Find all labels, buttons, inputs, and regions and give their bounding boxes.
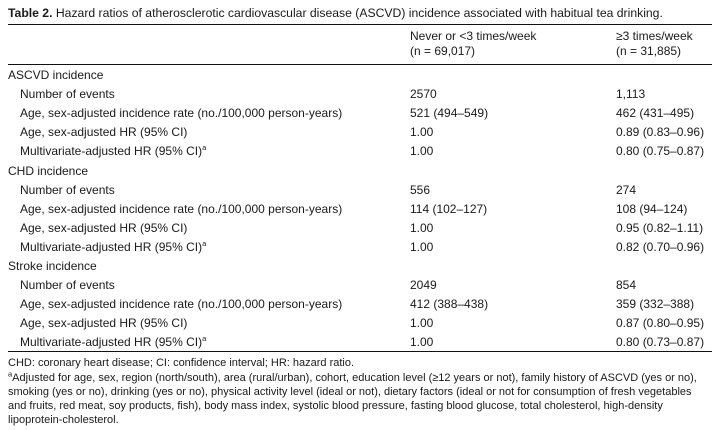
caption-label: Table 2. xyxy=(8,6,53,20)
cell-habitual: 0.87 (0.80–0.95) xyxy=(616,316,705,331)
row-label xyxy=(20,142,206,160)
cell-never: 412 (388–438) xyxy=(410,297,489,312)
table-row xyxy=(0,200,720,218)
footnote-adjustment-text: Adjusted for age, sex, region (north/south), area (rural/urban), cohort, education level (≥12 years or not), family history of ASCVD (yes or no), smoking (yes or no), drinking (yes or no), physical activity level (ideal or not), dietary factors (ideal or not for consumption of fresh vegetables and fruits, red meat, soy products, fish), body mass index, systolic blood pressure, fasting blood glucose, total cholesterol, high-density lipoprotein-cholesterol. xyxy=(8,372,697,426)
row-label xyxy=(20,85,115,103)
row-label-text: Age, sex-adjusted incidence rate (no./100,000 person-years) xyxy=(20,201,343,216)
cell-habitual: 1,113 xyxy=(616,87,646,102)
cell-never: 556 xyxy=(410,182,431,197)
row-label xyxy=(20,181,115,199)
row-label-text: Multivariate-adjusted HR (95% CI) xyxy=(20,239,203,254)
cell-never: 114 (102–127) xyxy=(410,201,488,216)
row-label-text: ASCVD incidence xyxy=(8,68,104,82)
column-header-habitual xyxy=(616,29,693,58)
row-label-text: Number of events xyxy=(20,87,115,102)
row-label-text: Multivariate-adjusted HR (95% CI) xyxy=(20,144,203,159)
table-caption xyxy=(8,6,712,21)
cell-never: 1.00 xyxy=(410,125,434,140)
cell-never: 1.00 xyxy=(410,144,434,159)
section-label xyxy=(8,162,88,180)
cell-habitual: 0.80 (0.73–0.87) xyxy=(616,335,705,350)
footnote-marker: a xyxy=(8,369,13,379)
table-row xyxy=(0,314,720,332)
caption-text: Hazard ratios of atherosclerotic cardiovascular disease (ASCVD) incidence associated with habitual tea drinking. xyxy=(55,6,663,20)
row-label xyxy=(20,333,206,351)
cell-never: 1.00 xyxy=(410,316,434,331)
section-row xyxy=(0,66,720,84)
column-header-never-line1: Never or <3 times/week xyxy=(410,29,537,43)
row-label-text: Number of events xyxy=(20,278,115,293)
footnote-adjustment xyxy=(8,371,712,427)
header-rule xyxy=(8,64,712,65)
cell-habitual: 359 (332–388) xyxy=(616,297,695,312)
column-header-never-line2: (n = 69,017) xyxy=(410,43,476,58)
row-label xyxy=(20,238,206,256)
row-label-text: Number of events xyxy=(20,182,115,197)
footnote-abbreviations: CHD: coronary heart disease; CI: confidence interval; HR: hazard ratio. xyxy=(8,357,355,369)
row-label-text: Multivariate-adjusted HR (95% CI) xyxy=(20,335,203,350)
table-row xyxy=(0,142,720,160)
row-label xyxy=(20,104,342,122)
table-row xyxy=(0,104,720,122)
table-row xyxy=(0,219,720,237)
row-label xyxy=(20,314,187,332)
cell-habitual: 0.95 (0.82–1.11) xyxy=(616,220,704,235)
row-label xyxy=(20,219,187,237)
table-row xyxy=(0,181,720,199)
footnote-ref: a xyxy=(202,143,207,153)
cell-habitual: 108 (94–124) xyxy=(616,201,688,216)
cell-never: 1.00 xyxy=(410,335,434,350)
row-label-text: CHD incidence xyxy=(8,163,89,178)
cell-habitual: 462 (431–495) xyxy=(616,106,695,121)
row-label-text: Age, sex-adjusted HR (95% CI) xyxy=(20,125,188,140)
table-row xyxy=(0,85,720,103)
section-row xyxy=(0,162,720,180)
bottom-rule xyxy=(8,351,712,352)
row-label xyxy=(20,295,342,313)
row-label xyxy=(20,276,115,294)
row-label xyxy=(20,200,342,218)
cell-habitual: 0.89 (0.83–0.96) xyxy=(616,125,705,140)
column-header-habitual-line2: (n = 31,885) xyxy=(616,43,682,58)
table-row xyxy=(0,333,720,351)
row-label-text: Age, sex-adjusted incidence rate (no./100,000 person-years) xyxy=(20,297,343,312)
section-label xyxy=(8,66,103,84)
cell-never: 1.00 xyxy=(410,239,434,254)
row-label-text: Stroke incidence xyxy=(8,259,97,273)
cell-never: 2049 xyxy=(410,278,437,293)
table-row xyxy=(0,123,720,141)
row-label-text: Age, sex-adjusted incidence rate (no./100,000 person-years) xyxy=(20,106,343,121)
cell-never: 521 (494–549) xyxy=(410,106,489,121)
cell-never: 2570 xyxy=(410,87,437,102)
section-row xyxy=(0,257,720,275)
row-label-text: Age, sex-adjusted HR (95% CI) xyxy=(20,220,188,235)
top-rule xyxy=(8,24,712,25)
footnote-ref: a xyxy=(202,334,207,344)
row-label xyxy=(20,123,187,141)
cell-habitual: 854 xyxy=(616,278,637,293)
cell-habitual: 0.80 (0.75–0.87) xyxy=(616,144,705,159)
cell-habitual: 274 xyxy=(616,182,637,197)
row-label-text: Age, sex-adjusted HR (95% CI) xyxy=(20,316,188,331)
section-label xyxy=(8,257,97,275)
column-header-never xyxy=(410,29,536,58)
column-header-habitual-line1: ≥3 times/week xyxy=(616,29,693,43)
cell-never: 1.00 xyxy=(410,220,434,235)
table-row xyxy=(0,238,720,256)
cell-habitual: 0.82 (0.70–0.96) xyxy=(616,239,705,254)
footnote-ref: a xyxy=(202,238,207,248)
table-row xyxy=(0,276,720,294)
table-row xyxy=(0,295,720,313)
